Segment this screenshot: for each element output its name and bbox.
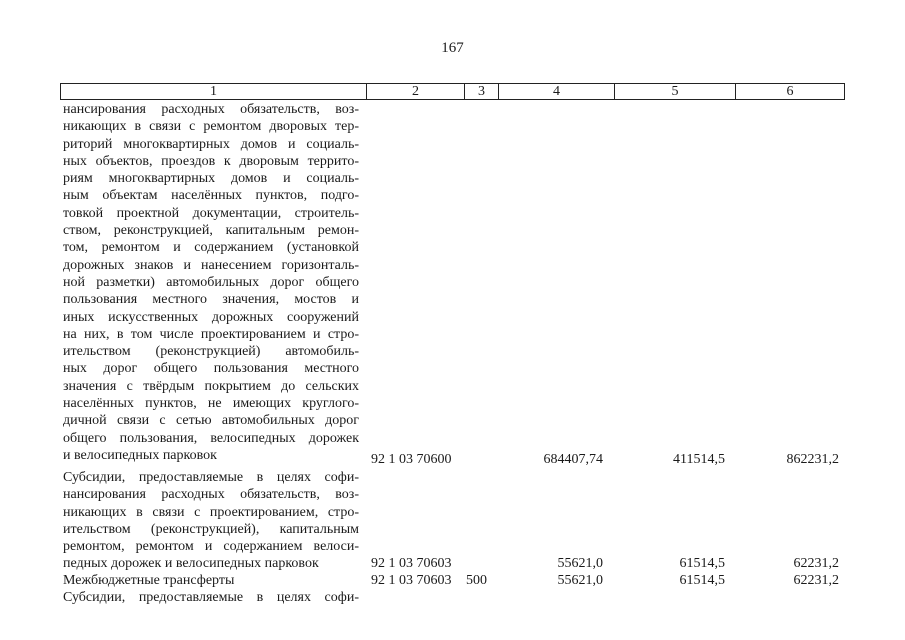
header-col-5: 5 — [615, 84, 736, 99]
row1-line: ной разметки) автомобильных дорог общего — [63, 274, 359, 290]
row1-line: риторий многоквартирных домов и социаль- — [63, 136, 359, 152]
row3-code: 92 1 03 70603 — [371, 573, 452, 588]
row1-code: 92 1 03 70600 — [371, 452, 452, 467]
row3-col6: 62231,2 — [793, 573, 839, 588]
row1-line: дичной связи с сетью автомобильных дорог — [63, 413, 359, 429]
row1-line: пользования местного значения, мостов и — [63, 292, 359, 308]
row1-line: значения с твёрдым покрытием до сельских — [63, 378, 359, 394]
row3-col3: 500 — [466, 573, 487, 588]
row1-line: дорожных знаков и нанесением горизонталь- — [63, 257, 359, 273]
row1-line: том, ремонтом и содержанием (установкой — [63, 240, 359, 256]
row1-line: населённых пунктов, не имеющих круглого- — [63, 396, 359, 412]
row1-line: общего пользования, велосипедных дорожек — [63, 430, 359, 446]
page-number: 167 — [441, 40, 464, 56]
row4-line: Субсидии, предоставляемые в целях софи- — [63, 590, 359, 605]
header-col-3: 3 — [465, 84, 499, 99]
header-col-1: 1 — [61, 84, 367, 99]
row2-col4: 55621,0 — [557, 556, 603, 571]
row2-line: педных дорожек и велосипедных парковок — [63, 556, 319, 572]
row2-col5: 61514,5 — [679, 556, 725, 571]
header-col-6: 6 — [786, 84, 794, 99]
row2-line: Субсидии, предоставляемые в целях софи- — [63, 470, 359, 485]
row2-col6: 62231,2 — [793, 556, 839, 571]
row1-line: никающих в связи с ремонтом дворовых тер- — [63, 119, 359, 135]
row1-line: риям многоквартирных домов и социаль- — [63, 171, 359, 187]
row1-col4: 684407,74 — [543, 452, 603, 467]
row1-col6: 862231,2 — [786, 452, 839, 467]
row2-description — [63, 469, 359, 573]
table-header-row — [60, 83, 845, 100]
row1-line: нансирования расходных обязательств, воз- — [63, 102, 359, 117]
row2-line: ительством (реконструкцией), капитальным — [63, 521, 359, 537]
row1-description — [63, 101, 359, 464]
row1-line: на них, в том числе проектированием и стро- — [63, 326, 359, 342]
row1-col5: 411514,5 — [673, 452, 725, 467]
row1-line: и велосипедных парковок — [63, 447, 217, 463]
header-col-2: 2 — [367, 84, 465, 99]
header-col-4: 4 — [499, 84, 615, 99]
row1-line: ительством (реконструкцией) автомобиль- — [63, 344, 359, 360]
row3-line: Межбюджетные трансферты — [63, 573, 235, 588]
row1-line: ством, реконструкцией, капитальным ремон- — [63, 223, 359, 239]
row1-line: ных дорог общего пользования местного — [63, 361, 359, 377]
row4-description — [63, 589, 359, 606]
row2-code: 92 1 03 70603 — [371, 556, 452, 571]
row1-line: иных искусственных дорожных сооружений — [63, 309, 359, 325]
row3-col4: 55621,0 — [557, 573, 603, 588]
row3-description — [63, 572, 359, 589]
row3-col5: 61514,5 — [679, 573, 725, 588]
row1-line: ных объектов, проездов к дворовым террито- — [63, 153, 359, 169]
row2-line: нансирования расходных обязательств, воз- — [63, 487, 359, 503]
row1-line: ным объектам населённых пунктов, подго- — [63, 188, 359, 204]
row2-line: ремонтом, ремонтом и содержанием велоси- — [63, 539, 359, 555]
row2-line: никающих в связи с проектированием, стро- — [63, 504, 359, 520]
row1-line: товкой проектной документации, строитель- — [63, 205, 359, 221]
